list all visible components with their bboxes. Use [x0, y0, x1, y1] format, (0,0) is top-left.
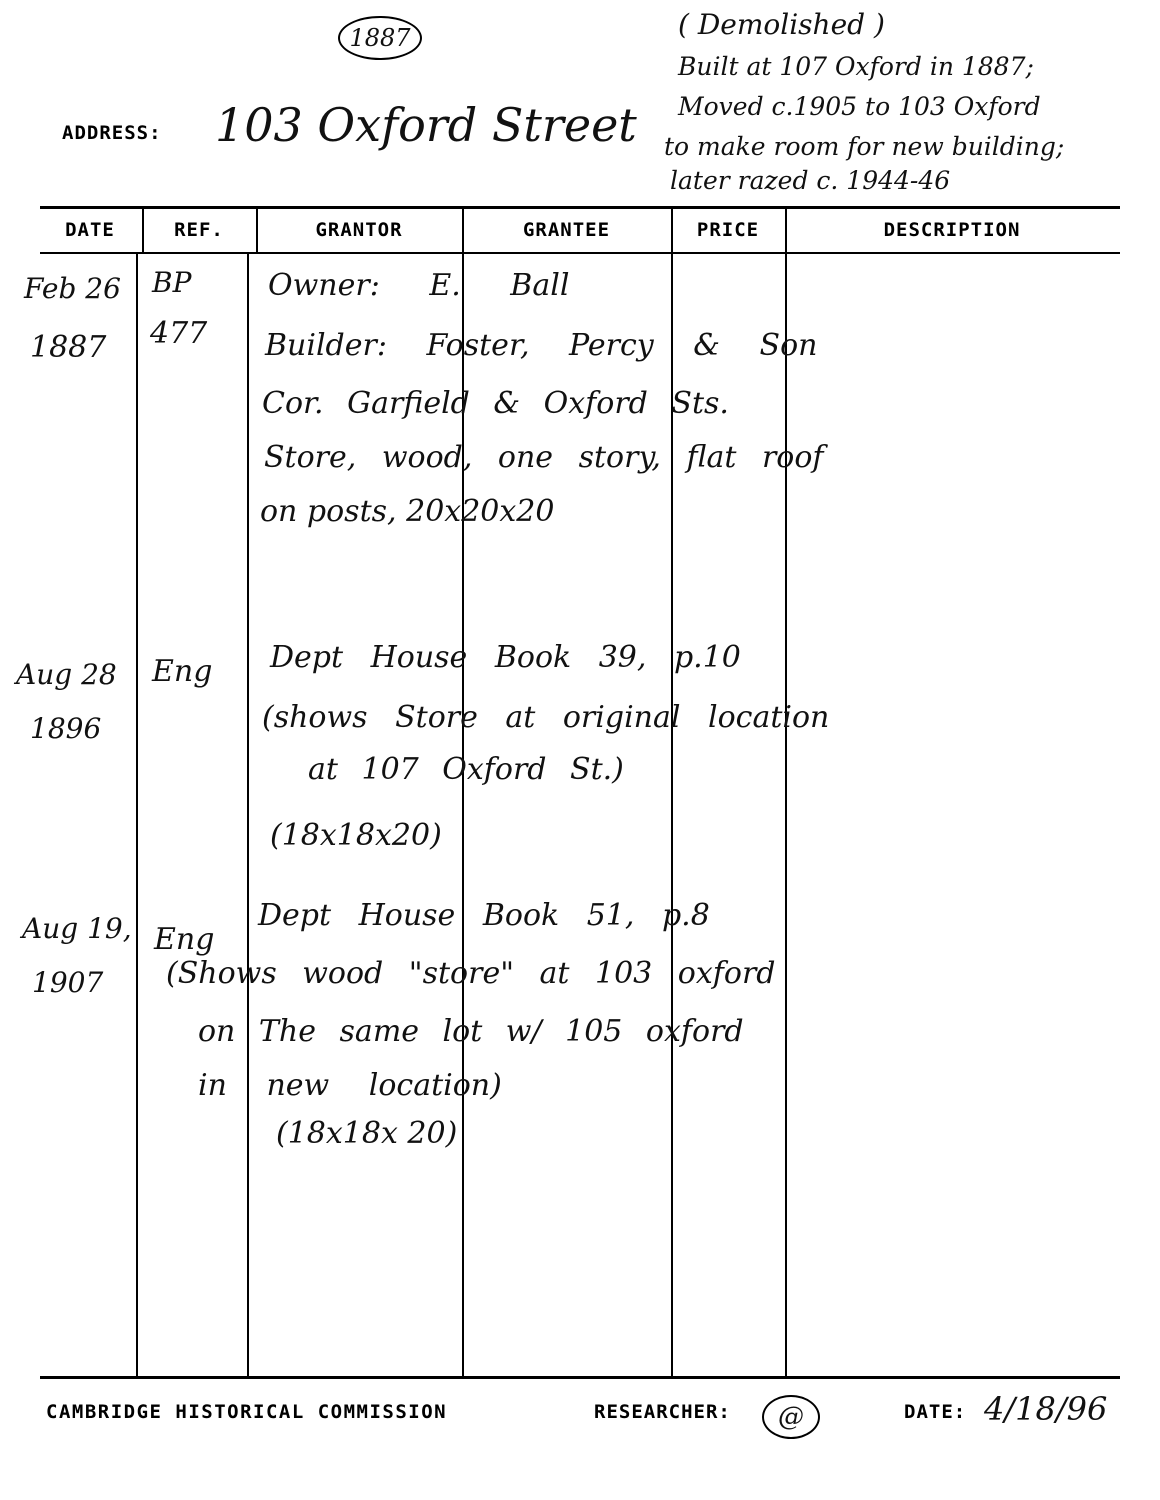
- entry-date: 1896: [30, 712, 102, 745]
- entry-date: 1907: [32, 966, 104, 999]
- date-value: 4/18/96: [984, 1390, 1108, 1428]
- entry-ref: 477: [150, 316, 208, 351]
- entry-line: Dept House Book 51, p.8: [258, 898, 710, 933]
- entry-ref: Eng: [154, 922, 215, 957]
- researcher-value: @: [778, 1402, 804, 1432]
- column-divider: [247, 253, 249, 1377]
- entry-line: Store, wood, one story, flat roof: [264, 440, 824, 475]
- entry-line: (Shows wood "store" at 103 oxford: [166, 956, 776, 991]
- col-header-ref: REF.: [174, 219, 224, 241]
- address-label: ADDRESS:: [62, 122, 162, 144]
- date-label: DATE:: [904, 1401, 967, 1423]
- col-header-description: DESCRIPTION: [883, 219, 1021, 241]
- commission-name: CAMBRIDGE HISTORICAL COMMISSION: [46, 1401, 448, 1423]
- table-bottom-rule: [40, 1376, 1120, 1379]
- entry-line: Owner: E. Ball: [268, 268, 570, 303]
- entry-line: Dept House Book 39, p.10: [270, 640, 741, 675]
- entry-line: on The same lot w/ 105 oxford: [198, 1014, 744, 1049]
- entry-ref: BP: [152, 266, 192, 299]
- note-status: ( Demolished ): [678, 8, 885, 41]
- entry-line: in new location): [198, 1068, 502, 1103]
- entry-line: at 107 Oxford St.): [308, 752, 624, 787]
- entry-date: Aug 28: [16, 658, 117, 691]
- column-divider: [136, 253, 138, 1377]
- note-line: to make room for new building;: [664, 132, 1065, 161]
- entry-line: (18x18x 20): [276, 1116, 458, 1151]
- column-divider: [462, 207, 464, 1377]
- column-divider: [785, 207, 787, 1377]
- entry-line: Builder: Foster, Percy & Son: [265, 328, 818, 363]
- entry-line: on posts, 20x20x20: [260, 494, 555, 529]
- note-line: Built at 107 Oxford in 1887;: [678, 52, 1034, 81]
- researcher-label: RESEARCHER:: [594, 1401, 731, 1423]
- entry-ref: Eng: [152, 654, 213, 689]
- entry-date: 1887: [30, 330, 107, 365]
- year-circle: [338, 16, 422, 60]
- note-line: later razed c. 1944-46: [670, 166, 951, 195]
- col-header-grantee: GRANTEE: [522, 219, 611, 241]
- col-header-price: PRICE: [696, 219, 760, 241]
- entry-line: (shows Store at original location: [262, 700, 830, 735]
- column-divider: [671, 207, 673, 1377]
- address-value: 103 Oxford Street: [215, 98, 637, 152]
- table-header-rule: [40, 252, 1120, 254]
- entry-line: (18x18x20): [270, 818, 442, 853]
- entry-date: Feb 26: [24, 272, 121, 305]
- entry-date: Aug 19,: [22, 912, 132, 945]
- researcher-circle: [762, 1395, 820, 1439]
- col-header-date: DATE: [65, 219, 115, 241]
- col-header-grantor: GRANTOR: [315, 219, 403, 241]
- entry-line: Cor. Garfield & Oxford Sts.: [262, 386, 729, 421]
- note-line: Moved c.1905 to 103 Oxford: [678, 92, 1041, 121]
- year-circled: 1887: [349, 24, 411, 52]
- table-top-rule: [40, 206, 1120, 209]
